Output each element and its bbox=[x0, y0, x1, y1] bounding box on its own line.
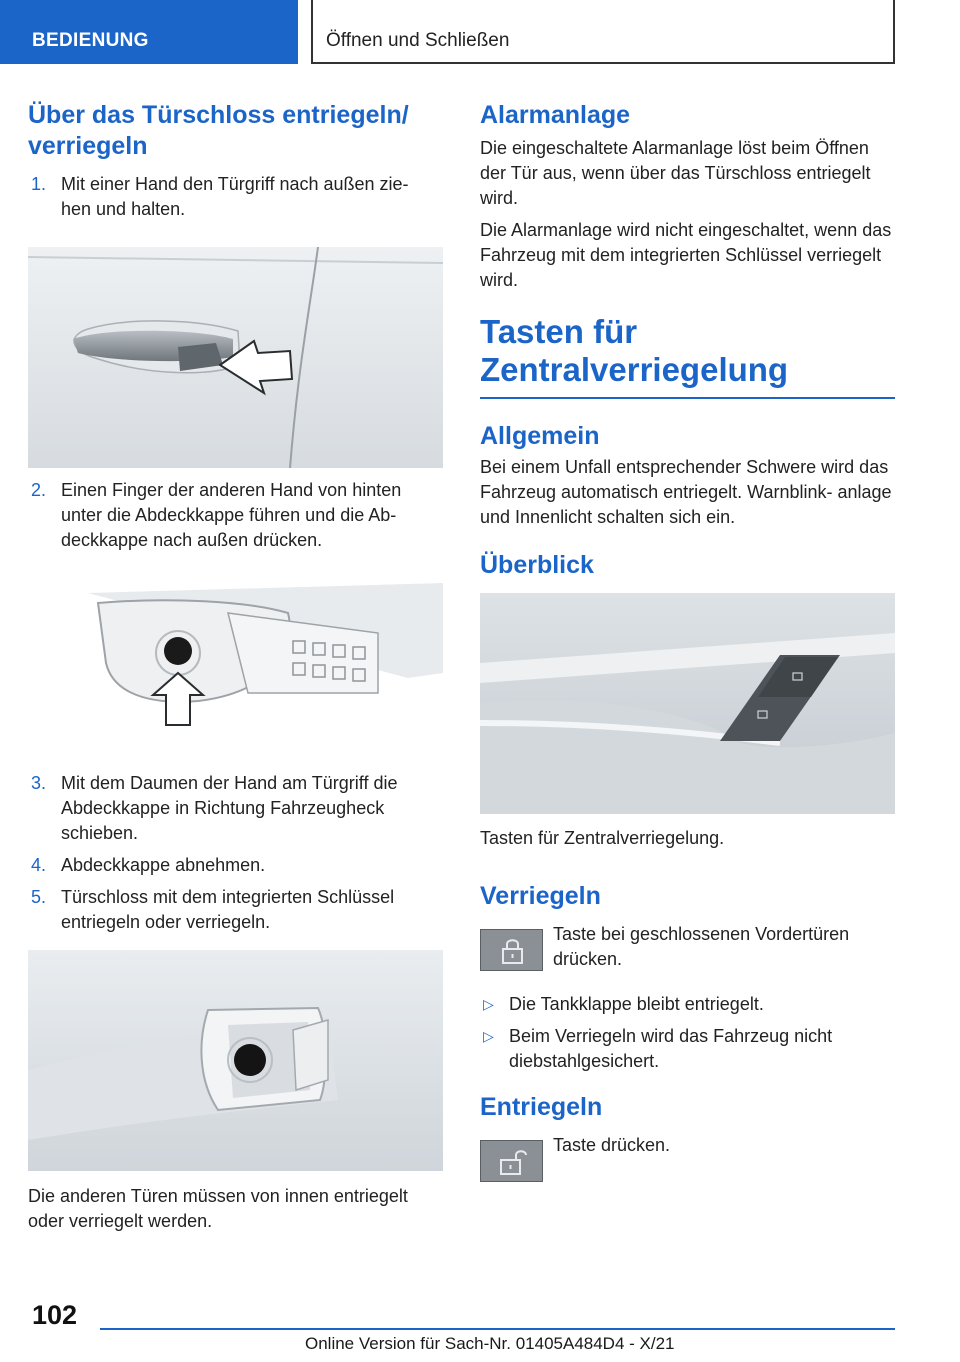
lock-key-row bbox=[480, 922, 895, 982]
step-2 bbox=[28, 478, 443, 553]
chapter-header bbox=[311, 0, 895, 64]
page-number: 102 bbox=[32, 1300, 78, 1330]
footer-rule bbox=[100, 1328, 895, 1330]
footer-version: Online Version für Sach-Nr. 01405A484D4 - X/21 bbox=[305, 1334, 675, 1353]
step-number: 3. bbox=[31, 773, 47, 793]
figure-door-handle bbox=[28, 247, 443, 468]
right-column bbox=[480, 100, 895, 1185]
unlock-instruction: Taste drücken. bbox=[553, 1135, 671, 1155]
heading-alarm: Alarmanlage bbox=[480, 101, 631, 129]
general-paragraph: Bei einem Unfall entsprechender Schwere wird das Fahrzeug automatisch entriegelt. Warnblink- anlage und Innenlicht schalten sich ein. bbox=[480, 457, 892, 527]
bullet-text: Die Tankklappe bleibt entriegelt. bbox=[509, 994, 764, 1014]
bullet-text: Beim Verriegeln wird das Fahrzeug nicht diebstahlgesichert. bbox=[509, 1026, 833, 1071]
unlock-icon bbox=[481, 1141, 544, 1183]
bullet-triangle-icon: ▷ bbox=[483, 996, 494, 1012]
step-text: Türschloss mit dem integrierten Schlüssel entriegeln oder verriegeln. bbox=[61, 887, 395, 932]
lock-button bbox=[480, 929, 543, 971]
heading-central-locking: Tasten für Zentralverriegelung bbox=[480, 313, 789, 388]
step-number: 5. bbox=[31, 887, 47, 907]
lock-bullet-2 bbox=[480, 1024, 895, 1074]
section-tab bbox=[0, 0, 298, 64]
step-5 bbox=[28, 885, 443, 935]
step-text: Einen Finger der anderen Hand von hinten unter die Abdeckkappe führen und die Ab- deckkappe nach außen drücken. bbox=[61, 480, 402, 550]
figure-key-lock bbox=[28, 950, 443, 1171]
step-text: Mit dem Daumen der Hand am Türgriff die Abdeckkappe in Richtung Fahrzeugheck schieben. bbox=[61, 773, 398, 843]
heading-unlock: Entriegeln bbox=[480, 1093, 603, 1121]
figure-central-lock-buttons bbox=[480, 593, 895, 814]
overview-caption: Tasten für Zentralverriegelung. bbox=[480, 828, 725, 848]
step-4 bbox=[28, 853, 443, 878]
heading-door-lock: Über das Türschloss entriegeln/ verriegeln bbox=[28, 101, 409, 160]
step-text: Mit einer Hand den Türgriff nach außen zie- hen und halten. bbox=[61, 174, 409, 219]
left-column bbox=[28, 100, 443, 1234]
heading-rule bbox=[480, 397, 895, 399]
step-3 bbox=[28, 771, 443, 846]
unlock-key-row bbox=[480, 1133, 895, 1185]
figure-cover-cap bbox=[28, 583, 443, 743]
lock-icon bbox=[481, 930, 544, 972]
lock-instruction: Taste bei geschlossenen Vordertüren drücken. bbox=[553, 924, 850, 969]
step-text: Abdeckkappe abnehmen. bbox=[61, 855, 266, 875]
heading-general: Allgemein bbox=[480, 422, 600, 450]
chapter-title: Öffnen und Schließen bbox=[326, 30, 510, 51]
heading-overview: Überblick bbox=[480, 551, 594, 579]
unlock-button bbox=[480, 1140, 543, 1182]
step-number: 4. bbox=[31, 855, 47, 875]
step-number: 1. bbox=[31, 174, 47, 194]
note-other-doors: Die anderen Türen müssen von innen entriegelt oder verriegelt werden. bbox=[28, 1186, 408, 1231]
step-1 bbox=[28, 172, 443, 222]
alarm-paragraph-1: Die eingeschaltete Alarmanlage löst beim Öffnen der Tür aus, wenn über das Türschloss entriegelt wird. bbox=[480, 138, 871, 208]
lock-bullet-1 bbox=[480, 992, 895, 1017]
section-label: BEDIENUNG bbox=[32, 30, 149, 51]
bullet-triangle-icon: ▷ bbox=[483, 1028, 494, 1044]
heading-lock: Verriegeln bbox=[480, 882, 601, 910]
step-number: 2. bbox=[31, 480, 47, 500]
alarm-paragraph-2: Die Alarmanlage wird nicht eingeschaltet, wenn das Fahrzeug mit dem integrierten Schlüssel verriegelt wird. bbox=[480, 220, 892, 290]
